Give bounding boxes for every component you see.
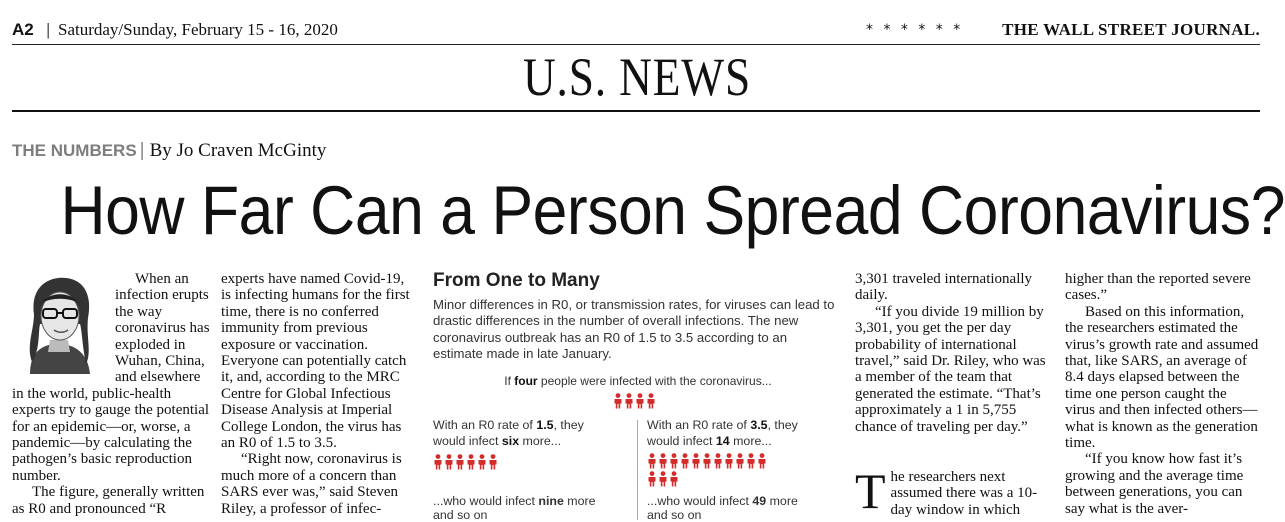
panel-text: more	[563, 494, 596, 508]
folio-separator: |	[46, 20, 51, 39]
paragraph: Based on this information, the researchers estimated the virus’s growth rate and assumed that, like SARS, an average of 8.4 days elapsed between the time one person caught the virus and then infected others—what is known as the generation time.	[1065, 303, 1259, 452]
panel-text: , they	[553, 418, 584, 432]
infected-count: 14	[715, 433, 730, 448]
paragraph: experts have named Covid-19, is infecting humans for the first time, there is no conferred immunity from previous exposure or vaccination. Everyone can potentially catch it, and, according to the MRC Centre for Global Infectious Disease Analysis at Imperial College London, the virus has an R0 of 1.5 to 3.5.	[221, 271, 410, 452]
r0-high-panel	[647, 418, 847, 449]
person-icon	[658, 453, 668, 469]
article-column-4	[855, 271, 1049, 435]
person-icon	[757, 453, 767, 469]
paragraph: “Right now, coronavirus is much more of a concern than SARS ever was,” said Steven Riley, a professor of infec-	[221, 451, 402, 517]
panel-text: With an R0 rate of	[647, 418, 751, 432]
followup-count: nine	[538, 494, 564, 508]
person-icon	[713, 453, 723, 469]
folio-line	[12, 20, 1260, 44]
high-r0-followup	[647, 494, 798, 522]
person-icon	[658, 471, 668, 487]
person-icon	[669, 471, 679, 487]
person-icon	[455, 454, 465, 470]
r0-value: 3.5	[750, 418, 768, 432]
edition-stars: * * * * * *	[866, 22, 964, 38]
panel-text: more	[766, 494, 798, 508]
author-portrait	[12, 274, 105, 375]
person-icon	[433, 454, 443, 470]
person-icon	[466, 454, 476, 470]
panel-text: more...	[729, 433, 772, 448]
person-icon	[646, 393, 656, 409]
kicker-separator: |	[139, 140, 145, 161]
paragraph: “If you divide 19 million by 3,301, you get the per day probability of international travel,” said Dr. Riley, who was a member of the team that generated the estimate. “That’s approximately a 1 in 5,755 chance of traveling per day.”	[855, 303, 1046, 435]
paragraph: he researchers next assumed there was a 10-day window in which	[890, 469, 1038, 518]
panel-line	[647, 418, 847, 434]
paragraph: higher than the reported severe cases.”	[1065, 271, 1251, 304]
person-icon	[680, 453, 690, 469]
infographic-description: Minor differences in R0, or transmission rates, for viruses can lead to drastic differences in the number of overall infections. The new coronavirus outbreak has an R0 of 1.5 to 3.5 according to an estimate made in late January.	[433, 297, 835, 361]
r0-value: 1.5	[536, 418, 554, 432]
panel-text: more...	[519, 433, 562, 448]
infected-count: six	[501, 433, 520, 448]
initial-infection-caption	[433, 374, 843, 388]
infographic	[433, 270, 843, 522]
person-icon	[613, 393, 623, 409]
low-r0-people-icons	[433, 454, 498, 470]
caption-emphasis: four	[514, 374, 538, 388]
person-icon	[488, 454, 498, 470]
followup-line	[647, 494, 798, 508]
panel-line	[433, 418, 633, 434]
article-column-2	[221, 271, 416, 517]
person-icon	[647, 453, 657, 469]
panel-line	[433, 434, 633, 450]
caption-text: people were infected with the coronavirus...	[537, 374, 772, 388]
person-icon	[724, 453, 734, 469]
followup-line: and so on	[433, 508, 488, 522]
panel-text: ...who would infect	[433, 494, 539, 508]
dropcap-paragraph	[855, 463, 1049, 519]
person-icon	[624, 393, 634, 409]
caption-text: If	[504, 374, 515, 388]
panel-text: With an R0 rate of	[433, 418, 537, 432]
paragraph: The figure, generally written as R0 and pronounced “R	[12, 484, 205, 517]
section-rule	[12, 110, 1260, 112]
person-icon	[746, 453, 756, 469]
person-icon	[669, 453, 679, 469]
paragraph: “If you know how fast it’s growing and the average time between generations, you can say what is the aver-	[1065, 451, 1244, 517]
infographic-title: From One to Many	[433, 270, 600, 291]
section-title: U.S. NEWS	[522, 47, 752, 107]
person-icon	[691, 453, 701, 469]
followup-count: 49	[752, 494, 767, 508]
paragraph: When an infection erupts the way coronavirus has exploded in Wuhan, China, and elsewhere in the world, public-health experts try to gauge the potential for an epidemic—or, worse, a pandemic—by calculating the pathogen’s basic reproduction number.	[12, 271, 210, 484]
high-r0-people-icons	[647, 453, 767, 487]
panel-line	[647, 434, 847, 450]
masthead: THE WALL STREET JOURNAL.	[1002, 20, 1260, 39]
folio-rule	[12, 44, 1260, 45]
r0-low-panel	[433, 418, 633, 449]
person-icon	[635, 393, 645, 409]
person-icon	[702, 453, 712, 469]
column-tag: THE NUMBERS	[12, 141, 137, 160]
person-icon	[735, 453, 745, 469]
dropcap: T	[855, 463, 886, 519]
page-number: A2	[12, 20, 34, 39]
panel-divider	[637, 420, 638, 520]
person-icon	[647, 471, 657, 487]
byline: By Jo Craven McGinty	[149, 140, 327, 161]
initial-people-icons	[613, 393, 656, 409]
person-icon	[444, 454, 454, 470]
kicker	[12, 140, 326, 162]
panel-text: ...who would infect	[647, 494, 753, 508]
headline: How Far Can a Person Spread Coronavirus?	[60, 172, 1285, 249]
article-column-1	[12, 271, 210, 517]
edition-date: Saturday/Sunday, February 15 - 16, 2020	[58, 20, 338, 39]
followup-line: and so on	[647, 508, 702, 522]
article-column-5	[1065, 271, 1260, 517]
followup-line	[433, 494, 596, 508]
panel-text: , they	[767, 418, 798, 432]
panel-text: would infect	[647, 433, 716, 448]
low-r0-followup	[433, 494, 596, 522]
panel-text: would infect	[433, 433, 502, 448]
person-icon	[477, 454, 487, 470]
paragraph: 3,301 traveled internationally daily.	[855, 271, 1033, 304]
